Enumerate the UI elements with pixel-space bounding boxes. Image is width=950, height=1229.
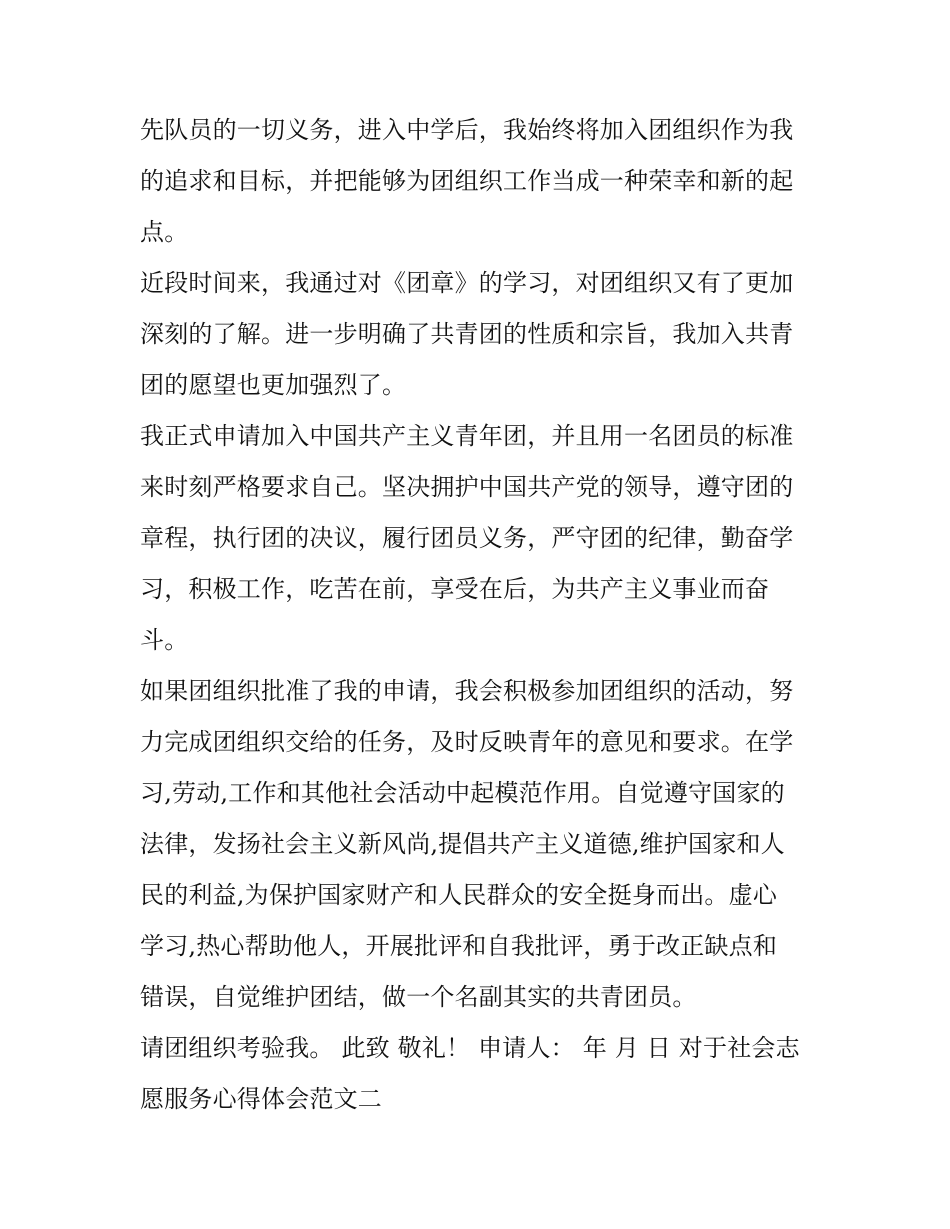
text-line: 法律，发扬社会主义新风尚,提倡共产主义道德,维护国家和人: [140, 830, 785, 858]
text-line: 先队员的一切义务，进入中学后，我始终将加入团组织作为我: [140, 116, 794, 144]
text-line: 深刻的了解。进一步明确了共青团的性质和宗旨，我加入共青: [140, 320, 794, 348]
document-page: [140, 105, 820, 1125]
paragraph-5: [140, 1023, 820, 1125]
paragraph-4: [140, 666, 820, 1023]
text-line: 斗。: [140, 626, 189, 654]
text-line: 请团组织考验我。 此致 敬礼！ 申请人： 年 月 日 对于社会志: [140, 1034, 800, 1062]
text-line: 点。: [140, 218, 189, 246]
text-line: 如果团组织批准了我的申请，我会积极参加团组织的活动，努: [140, 677, 794, 705]
text-line: 民的利益,为保护国家财产和人民群众的安全挺身而出。虚心: [140, 881, 778, 909]
text-line: 错误，自觉维护团结，做一个名副其实的共青团员。: [140, 983, 697, 1011]
paragraph-3: [140, 411, 820, 666]
paragraph-2: [140, 258, 820, 411]
text-line: 愿服务心得体会范文二: [140, 1085, 382, 1113]
paragraph-1: [140, 105, 820, 258]
text-line: 来时刻严格要求自己。坚决拥护中国共产党的领导，遵守团的: [140, 473, 794, 501]
text-line: 近段时间来，我通过对《团章》的学习，对团组织又有了更加: [140, 269, 794, 297]
text-line: 习，积极工作，吃苦在前，享受在后，为共产主义事业而奋: [140, 575, 770, 603]
text-line: 章程，执行团的决议，履行团员义务，严守团的纪律，勤奋学: [140, 524, 794, 552]
text-line: 习,劳动,工作和其他社会活动中起模范作用。自觉遵守国家的: [140, 779, 785, 807]
text-line: 团的愿望也更加强烈了。: [140, 371, 407, 399]
text-line: 的追求和目标，并把能够为团组织工作当成一种荣幸和新的起: [140, 167, 794, 195]
text-line: 力完成团组织交给的任务，及时反映青年的意见和要求。在学: [140, 728, 794, 756]
text-line: 学习,热心帮助他人，开展批评和自我批评，勇于改正缺点和: [140, 932, 778, 960]
text-line: 我正式申请加入中国共产主义青年团，并且用一名团员的标准: [140, 422, 794, 450]
